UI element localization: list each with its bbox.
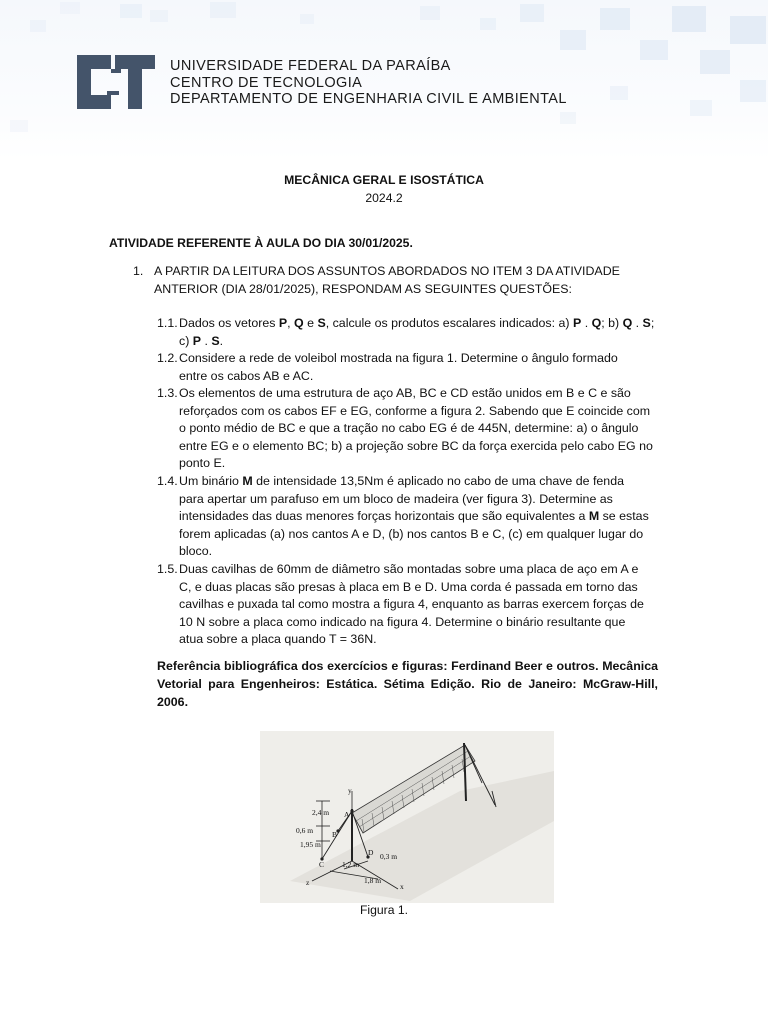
dim-1-95m: 1,95 m [300,840,321,849]
item-line: ponto E. [179,456,226,471]
item-number: 1.1. [157,316,178,330]
item-line: Dados os vetores P, Q e S, calcule os produtos escalares indicados: a) P . Q; b) Q . S; [179,316,655,330]
item-number: 1.5. [157,562,178,576]
question-number: 1. [133,264,144,278]
bibliographic-reference: Referência bibliográfica dos exercícios e figuras: Ferdinand Beer e outros. Mecânica Vetorial para Engenheiros: Estática. Sétima Edição. Rio de Janeiro: McGraw-Hill, 2006. [157,659,658,709]
item-number: 1.3. [157,386,178,400]
item-line: C, e duas placas são presas à placa em B e D. Uma corda é passada em torno das [179,579,638,594]
point-a-label: A [344,810,350,819]
item-line: intensidades das duas menores forças horizontais que são equivalentes a M se estas [179,509,649,524]
figure-1-volleyball-net [260,731,554,903]
point-b-label: B [332,830,338,839]
item-line: cavilhas e puxada tal como mostra a figura 4, enquanto as barras exercem forças de [179,597,644,612]
item-line: entre EG e o elemento BC; b) a projeção sobre BC da força exercida pelo cabo EG no [179,438,653,453]
item-number: 1.4. [157,474,178,488]
item-line: Os elementos de uma estrutura de aço AB, BC e CD estão unidos em B e C e são [179,386,631,400]
volleyball-net-diagram [260,731,554,903]
item-number: 1.2. [157,351,178,365]
question-text: A PARTIR DA LEITURA DOS ASSUNTOS ABORDADOS NO ITEM 3 DA ATIVIDADE ANTERIOR (DIA 28/01/2025), RESPONDAM AS SEGUINTES QUESTÕES: [154,264,620,296]
item-line: para apertar um parafuso em um bloco de madeira (ver figura 3). Determine as [179,491,613,506]
dim-1-2m: 1,2 m [342,860,360,869]
item-line: bloco. [179,544,213,559]
department-name: DEPARTAMENTO DE ENGENHARIA CIVIL E AMBIENTAL [170,91,567,107]
university-name: UNIVERSIDADE FEDERAL DA PARAÍBA [170,58,451,74]
term: 2024.2 [365,191,403,205]
institution-block [170,58,567,108]
item-1-1 [157,315,658,350]
item-line: entre os cabos AB e AC. [179,368,314,383]
course-title: MECÂNICA GERAL E ISOSTÁTICA [284,173,484,187]
dim-0-3m: 0,3 m [380,852,398,861]
item-line: Duas cavilhas de 60mm de diâmetro são montadas sobre uma placa de aço em A e [179,562,639,576]
item-line: forem aplicadas (a) nos cantos A e D, (b) nos cantos B e C, (c) em qualquer lugar do [179,526,644,541]
item-1-4 [157,473,658,561]
dim-2-4m: 2,4 m [312,808,330,817]
axis-z-label: z [306,878,310,887]
item-line: Considere a rede de voleibol mostrada na figura 1. Determine o ângulo formado [179,351,618,365]
item-1-5 [157,561,658,649]
item-line: o ponto médio de BC e que a tração no cabo EG é de 445N, determine: a) o ângulo [179,421,639,436]
item-1-3 [157,385,658,473]
figure-caption: Figura 1. [359,903,409,917]
activity-heading: ATIVIDADE REFERENTE À AULA DO DIA 30/01/2025. [109,236,413,250]
item-line: 10 N sobre a placa como indicado na figura 4. Determine o binário resultante que [179,614,626,629]
ct-logo [77,55,155,109]
axis-x-label: x [400,882,404,891]
center-name: CENTRO DE TECNOLOGIA [170,74,363,91]
point-c-label: C [319,860,325,869]
axis-y-label: y [348,786,352,795]
item-line: c) P . S. [179,333,224,348]
dim-1-8m: 1,8 m [364,876,382,885]
item-line: reforçados com os cabos EF e EG, conforme a figura 2. Sabendo que E coincide com [179,403,651,418]
item-line: atua sobre a placa quando T = 36N. [179,632,377,647]
point-d-label: D [368,848,374,857]
item-1-2 [157,350,658,385]
dim-0-6m: 0,6 m [296,826,314,835]
item-line: Um binário M de intensidade 13,5Nm é aplicado no cabo de uma chave de fenda [179,474,624,488]
